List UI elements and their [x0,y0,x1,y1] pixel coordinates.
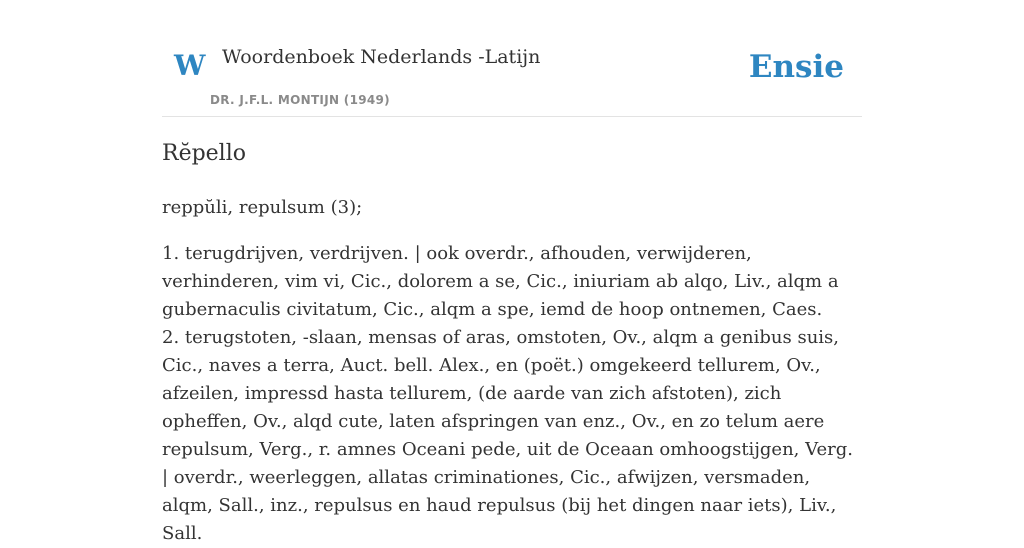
entry-meanings [162,240,862,548]
meaning-1: 1. terugdrijven, verdrijven. | ook overdr., afhouden, verwijderen, verhinderen, vim vi, Cic., dolorem a se, Cic., iniuriam ab alqo, Liv., alqm a gubernaculis civitatum, Cic., alqm a spe, iemd de hoop ontnemen, Caes. [162,243,839,320]
brand-logo[interactable]: Ensie [748,49,844,85]
dictionary-entry [162,138,862,548]
entry-headword: Rĕpello [162,141,247,166]
entry-forms: reppŭli, repulsum (3); [162,197,363,218]
dictionary-logo[interactable]: W [174,49,206,82]
meaning-2: 2. terugstoten, -slaan, mensas of aras, omstoten, Ov., alqm a genibus suis, Cic., naves a terra, Auct. bell. Alex., en (poët.) omgekeerd tellurem, Ov., afzeilen, impressd hasta tellurem, (de aarde van zich afstoten), zich opheffen, Ov., alqd cute, laten afspringen van enz., Ov., en zo telum aere repulsum, Verg., r. amnes Oceani pede, uit de Oceaan omhoogstijgen, Verg. | overdr., weerleggen, allatas criminationes, Cic., afwijzen, versmaden, alqm, Sall., inz., repulsus en haud repulsus (bij het dingen naar iets), Liv., Sall. [162,327,853,544]
dictionary-author: DR. J.F.L. MONTIJN (1949) [210,93,390,107]
dictionary-title[interactable]: Woordenboek Nederlands -Latijn [222,46,541,68]
site-header [162,0,862,117]
